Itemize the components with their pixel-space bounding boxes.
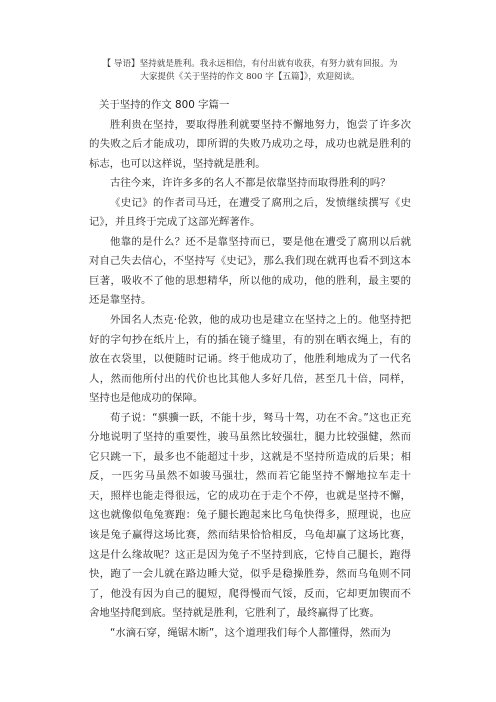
paragraph: 他靠的是什么？还不是靠坚持而已，要是他在遭受了腐刑以后就对自己失去信心，不坚持写《史记》，那么我们现在就再也看不到这本巨著，吸收不了他的思想精华，所以他的成功，他的胜利，最主要的还是靠坚持。 bbox=[89, 235, 411, 307]
intro-note bbox=[60, 58, 440, 84]
paragraph: 胜利贵在坚持，要取得胜利就要坚持不懈地努力，饱尝了许多次的失败之后才能成功，即所谓的失败乃成功之母，成功也就是胜利的标志，也可以这样说，坚持就是胜利。 bbox=[89, 118, 411, 170]
article-title: 关于坚持的作文 800 字篇一 bbox=[99, 99, 230, 111]
paragraph: 古往今来，许许多多的名人不都是依靠坚持而取得胜利的吗？ bbox=[110, 177, 391, 190]
article-body bbox=[89, 96, 411, 643]
paragraph: 外国名人杰克·伦敦，他的成功也是建立在坚持之上的。他坚持把好的字句抄在纸片上，有的插在镜子缝里，有的别在晒衣绳上，有的放在衣袋里，以便随时记诵。终于他成功了，他胜利地成为了一代名人，然而他所付出的代价也比其他人多好几倍，甚至几十倍，同样，坚持也是他成功的保障。 bbox=[89, 314, 411, 405]
intro-line: 【 导语】坚持就是胜利。我永远相信，有付出就有收获，有努力就有回报。为 bbox=[102, 59, 398, 69]
paragraph: 《史记》的作者司马迁，在遭受了腐刑之后，发愤继续撰写《史记》，并且终于完成了这部光辉著作。 bbox=[89, 196, 411, 229]
paragraph: “水滴石穿，绳锯木断”，这个道理我们每个人都懂得，然而为 bbox=[110, 626, 391, 639]
paragraph: 荀子说：“骐骥一跃，不能十步，驽马十驾，功在不舍。”这也正充分地说明了坚持的重要性，骏马虽然比较强壮，腿力比较强健，然而它只跳一下，最多也不能超过十步，这就是不坚持所造成的后果；相反，一匹劣马虽然不如骏马强壮，然而若它能坚持不懈地拉车走十天，照样也能走得很远，它的成功在于走个不停，也就是坚持不懈，这也就像似龟兔赛跑：兔子腿长跑起来比乌龟快得多，照理说，也应该是兔子赢得这场比赛，然而结果恰恰相反，乌龟却赢了这场比赛，这是什么缘故呢？这正是因为兔子不坚持到底，它恃自己腿长，跑得快，跑了一会儿就在路边睡大觉，似乎是稳操胜券，然而乌龟则不同了，他没有因为自己的腿短，爬得慢而气馁，反而，它却更加锲而不舍地坚持爬到底。坚持就是胜利，它胜利了，最终赢得了比赛。 bbox=[89, 411, 411, 620]
intro-line: 大家提供《关于坚持的作文 800 字【五篇】》，欢迎阅读。 bbox=[140, 72, 360, 82]
